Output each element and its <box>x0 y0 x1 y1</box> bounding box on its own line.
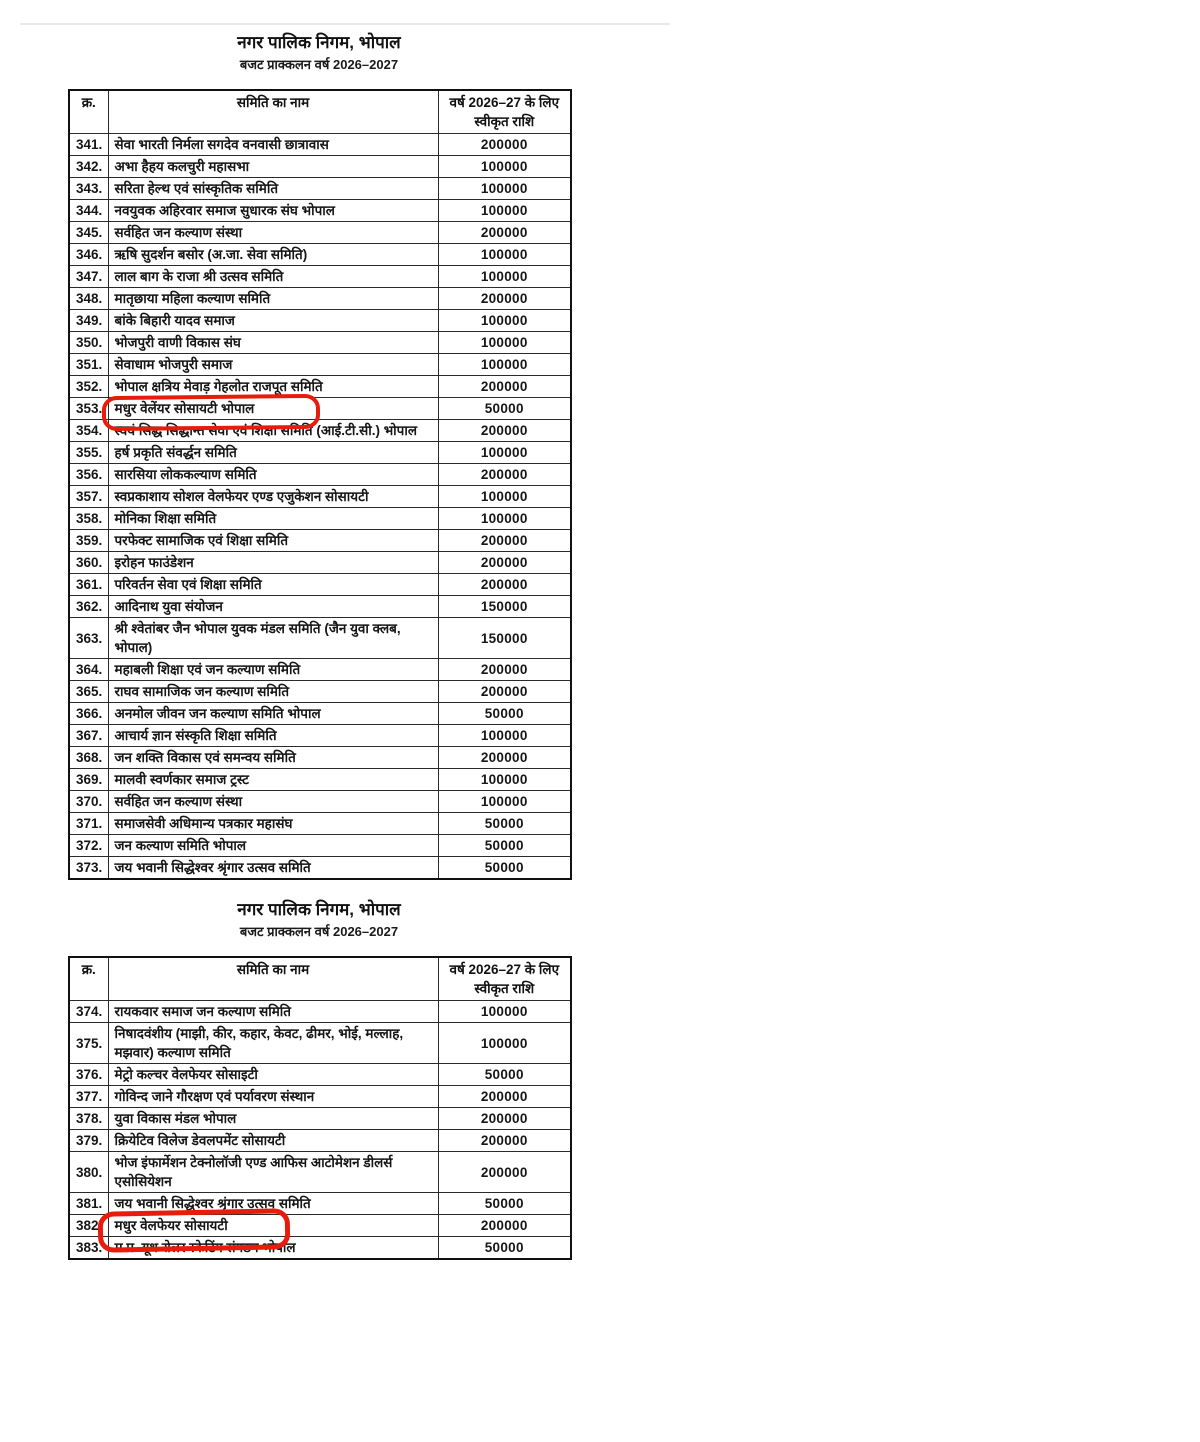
table-row-349 <box>69 310 571 332</box>
table-row-363 <box>69 618 571 659</box>
committee-name: स्वयं सिद्ध सिद्धान्त सेवा एवं शिक्षा समिति (आई.टी.सी.) भोपाल <box>114 423 417 438</box>
amount-cell: 100000 <box>438 508 571 530</box>
committee-name: जय भवानी सिद्धेश्वर श्रृंगार उत्सव समिति <box>114 860 311 875</box>
name-cell <box>108 200 438 222</box>
serial-cell: 351. <box>69 354 108 376</box>
header-amount <box>438 90 571 134</box>
amount-cell: 200000 <box>438 659 571 681</box>
serial-cell: 348. <box>69 288 108 310</box>
serial-cell: 383. <box>69 1237 108 1260</box>
table-row-371 <box>69 813 571 835</box>
name-cell <box>108 725 438 747</box>
table-row-356 <box>69 464 571 486</box>
table-row-368 <box>69 747 571 769</box>
serial-cell: 371. <box>69 813 108 835</box>
committee-name: निषादवंशीय (माझी, कीर, कहार, केवट, ढीमर, भोई, मल्लाह, मझवार) कल्याण समिति <box>114 1026 404 1060</box>
serial-cell: 356. <box>69 464 108 486</box>
committee-name: सेवा भारती निर्मला सगदेव वनवासी छात्रावास <box>114 137 329 152</box>
table-row-370 <box>69 791 571 813</box>
committee-name: अनमोल जीवन जन कल्याण समिति भोपाल <box>114 706 321 721</box>
table-row-374 <box>69 1001 571 1023</box>
committee-name: परफेक्ट सामाजिक एवं शिक्षा समिति <box>114 533 289 548</box>
table-row-369 <box>69 769 571 791</box>
header-serial: क्र. <box>69 957 108 1001</box>
table-row-362 <box>69 596 571 618</box>
committee-name: सरिता हेल्थ एवं सांस्कृतिक समिति <box>114 181 279 196</box>
budget-table-2 <box>68 956 572 1260</box>
name-cell <box>108 1001 438 1023</box>
serial-cell: 378. <box>69 1108 108 1130</box>
table-row-354 <box>69 420 571 442</box>
name-cell <box>108 398 438 420</box>
amount-cell: 200000 <box>438 134 571 156</box>
committee-name: सारसिया लोककल्याण समिति <box>114 467 257 482</box>
amount-cell: 100000 <box>438 200 571 222</box>
table-row-377 <box>69 1086 571 1108</box>
amount-cell: 100000 <box>438 310 571 332</box>
name-cell <box>108 659 438 681</box>
name-cell <box>108 464 438 486</box>
name-cell <box>108 574 438 596</box>
serial-cell: 359. <box>69 530 108 552</box>
name-cell <box>108 156 438 178</box>
committee-name: हर्ष प्रकृति संवर्द्धन समिति <box>114 445 237 460</box>
committee-name: जन कल्याण समिति भोपाल <box>114 838 247 853</box>
committee-name: गोविन्द जाने गौरक्षण एवं पर्यावरण संस्थान <box>114 1089 315 1104</box>
serial-cell: 380. <box>69 1152 108 1193</box>
table-row-348 <box>69 288 571 310</box>
table-row-364 <box>69 659 571 681</box>
name-cell <box>108 288 438 310</box>
header-amount-line2: स्वीकृत राशि <box>474 981 535 996</box>
scan-edge-line <box>20 23 670 25</box>
header-amount-line2: स्वीकृत राशि <box>474 114 535 129</box>
committee-name: राघव सामाजिक जन कल्याण समिति <box>114 684 290 699</box>
serial-cell: 360. <box>69 552 108 574</box>
name-cell <box>108 618 438 659</box>
name-cell <box>108 835 438 857</box>
page-subtitle: बजट प्राक्कलन वर्ष 2026–2027 <box>239 924 399 939</box>
table-row-352 <box>69 376 571 398</box>
serial-cell: 364. <box>69 659 108 681</box>
serial-cell: 379. <box>69 1130 108 1152</box>
committee-name: आचार्य ज्ञान संस्कृति शिक्षा समिति <box>114 728 277 743</box>
serial-cell: 357. <box>69 486 108 508</box>
serial-cell: 362. <box>69 596 108 618</box>
committee-name: मातृछाया महिला कल्याण समिति <box>114 291 271 306</box>
serial-cell: 374. <box>69 1001 108 1023</box>
serial-cell: 354. <box>69 420 108 442</box>
amount-cell: 200000 <box>438 1086 571 1108</box>
serial-cell: 345. <box>69 222 108 244</box>
committee-name: मोनिका शिक्षा समिति <box>114 511 217 526</box>
page-title: नगर पालिक निगम, भोपाल <box>237 900 401 919</box>
amount-cell: 200000 <box>438 376 571 398</box>
name-cell <box>108 1237 438 1260</box>
name-cell <box>108 134 438 156</box>
amount-cell: 200000 <box>438 420 571 442</box>
amount-cell: 100000 <box>438 1001 571 1023</box>
committee-name: भोपाल क्षत्रिय मेवाड़ गेहलोत राजपूत समिति <box>114 379 323 394</box>
amount-cell: 50000 <box>438 1064 571 1086</box>
name-cell <box>108 244 438 266</box>
serial-cell: 372. <box>69 835 108 857</box>
amount-cell: 100000 <box>438 486 571 508</box>
name-cell <box>108 178 438 200</box>
page-title: नगर पालिक निगम, भोपाल <box>237 33 401 52</box>
name-cell <box>108 332 438 354</box>
amount-cell: 100000 <box>438 266 571 288</box>
table-row-353 <box>69 398 571 420</box>
table-header-row <box>69 90 571 134</box>
committee-name: परिवर्तन सेवा एवं शिक्षा समिति <box>114 577 262 592</box>
table-row-383 <box>69 1237 571 1260</box>
serial-cell: 342. <box>69 156 108 178</box>
committee-name: मधुर वेलफेयर सोसायटी <box>114 1218 228 1233</box>
amount-cell: 50000 <box>438 703 571 725</box>
table-row-366 <box>69 703 571 725</box>
table-row-343 <box>69 178 571 200</box>
serial-cell: 369. <box>69 769 108 791</box>
name-cell <box>108 681 438 703</box>
header-name: समिति का नाम <box>108 90 438 134</box>
committee-name: बांके बिहारी यादव समाज <box>114 313 235 328</box>
header-name: समिति का नाम <box>108 957 438 1001</box>
committee-name: जय भवानी सिद्धेश्वर श्रृंगार उत्सव समिति <box>114 1196 311 1211</box>
amount-cell: 100000 <box>438 442 571 464</box>
committee-name: मालवी स्वर्णकार समाज ट्रस्ट <box>114 772 249 787</box>
name-cell <box>108 1193 438 1215</box>
committee-name: मधुर वेलेंयर सोसायटी भोपाल <box>114 401 255 416</box>
committee-name: जन शक्ति विकास एवं समन्वय समिति <box>114 750 296 765</box>
amount-cell: 50000 <box>438 398 571 420</box>
committee-name: लाल बाग के राजा श्री उत्सव समिति <box>114 269 284 284</box>
table-row-351 <box>69 354 571 376</box>
serial-cell: 381. <box>69 1193 108 1215</box>
name-cell <box>108 791 438 813</box>
table-row-359 <box>69 530 571 552</box>
amount-cell: 150000 <box>438 618 571 659</box>
amount-cell: 100000 <box>438 725 571 747</box>
name-cell <box>108 1130 438 1152</box>
name-cell <box>108 1064 438 1086</box>
committee-name: भोजपुरी वाणी विकास संघ <box>114 335 241 350</box>
amount-cell: 200000 <box>438 222 571 244</box>
committee-name: आदिनाथ युवा संयोजन <box>114 599 223 614</box>
amount-cell: 200000 <box>438 574 571 596</box>
committee-name: ऋषि सुदर्शन बसोर (अ.जा. सेवा समिति) <box>114 247 308 262</box>
committee-name: सर्वहित जन कल्याण संस्था <box>114 225 243 240</box>
amount-cell: 50000 <box>438 835 571 857</box>
header-amount-line1: वर्ष 2026–27 के लिए <box>449 962 560 977</box>
serial-cell: 376. <box>69 1064 108 1086</box>
table-row-346 <box>69 244 571 266</box>
serial-cell: 377. <box>69 1086 108 1108</box>
serial-cell: 358. <box>69 508 108 530</box>
table-row-378 <box>69 1108 571 1130</box>
amount-cell: 100000 <box>438 1023 571 1064</box>
amount-cell: 200000 <box>438 1130 571 1152</box>
serial-cell: 355. <box>69 442 108 464</box>
budget-table-1 <box>68 89 572 880</box>
committee-name: सर्वहित जन कल्याण संस्था <box>114 794 243 809</box>
amount-cell: 100000 <box>438 354 571 376</box>
table-row-365 <box>69 681 571 703</box>
serial-cell: 343. <box>69 178 108 200</box>
serial-cell: 373. <box>69 857 108 880</box>
amount-cell: 50000 <box>438 813 571 835</box>
committee-name: म.प्र. यूथ रोलर स्केटिंग संगठन भोपाल <box>114 1240 296 1255</box>
amount-cell: 200000 <box>438 747 571 769</box>
name-cell <box>108 1086 438 1108</box>
amount-cell: 200000 <box>438 552 571 574</box>
serial-cell: 366. <box>69 703 108 725</box>
table-row-373 <box>69 857 571 880</box>
amount-cell: 200000 <box>438 464 571 486</box>
amount-cell: 100000 <box>438 332 571 354</box>
table-row-376 <box>69 1064 571 1086</box>
amount-cell: 100000 <box>438 156 571 178</box>
amount-cell: 200000 <box>438 1152 571 1193</box>
table-row-379 <box>69 1130 571 1152</box>
committee-name: भोज इंफार्मेशन टेक्नोलॉजी एण्ड आफिस आटोमेशन डीलर्स एसोसियेशन <box>114 1155 393 1189</box>
name-cell <box>108 530 438 552</box>
name-cell <box>108 857 438 880</box>
committee-name: नवयुवक अहिरवार समाज सुधारक संघ भोपाल <box>114 203 335 218</box>
header-amount <box>438 957 571 1001</box>
table-row-345 <box>69 222 571 244</box>
serial-cell: 349. <box>69 310 108 332</box>
name-cell <box>108 1152 438 1193</box>
header-amount-line1: वर्ष 2026–27 के लिए <box>449 95 560 110</box>
table-row-361 <box>69 574 571 596</box>
serial-cell: 367. <box>69 725 108 747</box>
committee-name: रायकवार समाज जन कल्याण समिति <box>114 1004 291 1019</box>
name-cell <box>108 596 438 618</box>
name-cell <box>108 222 438 244</box>
header-serial: क्र. <box>69 90 108 134</box>
serial-cell: 346. <box>69 244 108 266</box>
budget-section-1 <box>68 31 570 880</box>
amount-cell: 200000 <box>438 530 571 552</box>
table-row-382 <box>69 1215 571 1237</box>
committee-name: सेवाधाम भोजपुरी समाज <box>114 357 233 372</box>
serial-cell: 350. <box>69 332 108 354</box>
name-cell <box>108 769 438 791</box>
name-cell <box>108 266 438 288</box>
serial-cell: 365. <box>69 681 108 703</box>
serial-cell: 382. <box>69 1215 108 1237</box>
table-row-358 <box>69 508 571 530</box>
committee-name: श्री श्वेतांबर जैन भोपाल युवक मंडल समिति (जैन युवा क्लब, भोपाल) <box>114 621 401 655</box>
amount-cell: 100000 <box>438 178 571 200</box>
serial-cell: 347. <box>69 266 108 288</box>
amount-cell: 100000 <box>438 244 571 266</box>
committee-name: अभा हैहय कलचुरी महासभा <box>114 159 250 174</box>
table-row-342 <box>69 156 571 178</box>
name-cell <box>108 354 438 376</box>
name-cell <box>108 310 438 332</box>
name-cell <box>108 552 438 574</box>
committee-name: महाबली शिक्षा एवं जन कल्याण समिति <box>114 662 301 677</box>
name-cell <box>108 420 438 442</box>
page-subtitle: बजट प्राक्कलन वर्ष 2026–2027 <box>239 57 399 72</box>
table-row-372 <box>69 835 571 857</box>
serial-cell: 352. <box>69 376 108 398</box>
committee-name: क्रियेटिव विलेज डेवलपमेंट सोसायटी <box>114 1133 286 1148</box>
amount-cell: 200000 <box>438 1215 571 1237</box>
serial-cell: 363. <box>69 618 108 659</box>
table-row-360 <box>69 552 571 574</box>
committee-name: स्वप्रकाशाय सोशल वेलफेयर एण्ड एजुकेशन सोसायटी <box>114 489 369 504</box>
table-row-347 <box>69 266 571 288</box>
table-row-344 <box>69 200 571 222</box>
name-cell <box>108 813 438 835</box>
amount-cell: 50000 <box>438 1237 571 1260</box>
name-cell <box>108 747 438 769</box>
serial-cell: 368. <box>69 747 108 769</box>
committee-name: युवा विकास मंडल भोपाल <box>114 1111 237 1126</box>
table-row-367 <box>69 725 571 747</box>
table-header-row <box>69 957 571 1001</box>
budget-section-2 <box>68 898 570 1260</box>
serial-cell: 375. <box>69 1023 108 1064</box>
table-row-357 <box>69 486 571 508</box>
name-cell <box>108 1108 438 1130</box>
committee-name: इरोहन फाउंडेशन <box>114 555 194 570</box>
amount-cell: 200000 <box>438 288 571 310</box>
committee-name: मेट्रो कल्चर वेलफेयर सोसाइटी <box>114 1067 258 1082</box>
serial-cell: 341. <box>69 134 108 156</box>
serial-cell: 370. <box>69 791 108 813</box>
name-cell <box>108 486 438 508</box>
serial-cell: 353. <box>69 398 108 420</box>
table-row-341 <box>69 134 571 156</box>
amount-cell: 150000 <box>438 596 571 618</box>
table-row-375 <box>69 1023 571 1064</box>
serial-cell: 361. <box>69 574 108 596</box>
amount-cell: 100000 <box>438 769 571 791</box>
table-row-380 <box>69 1152 571 1193</box>
name-cell <box>108 508 438 530</box>
table-row-381 <box>69 1193 571 1215</box>
amount-cell: 100000 <box>438 791 571 813</box>
name-cell <box>108 1023 438 1064</box>
table-row-350 <box>69 332 571 354</box>
name-cell <box>108 703 438 725</box>
name-cell <box>108 1215 438 1237</box>
name-cell <box>108 442 438 464</box>
committee-name: समाजसेवी अधिमान्य पत्रकार महासंघ <box>114 816 293 831</box>
amount-cell: 200000 <box>438 1108 571 1130</box>
amount-cell: 50000 <box>438 1193 571 1215</box>
amount-cell: 200000 <box>438 681 571 703</box>
name-cell <box>108 376 438 398</box>
table-row-355 <box>69 442 571 464</box>
amount-cell: 50000 <box>438 857 571 880</box>
serial-cell: 344. <box>69 200 108 222</box>
